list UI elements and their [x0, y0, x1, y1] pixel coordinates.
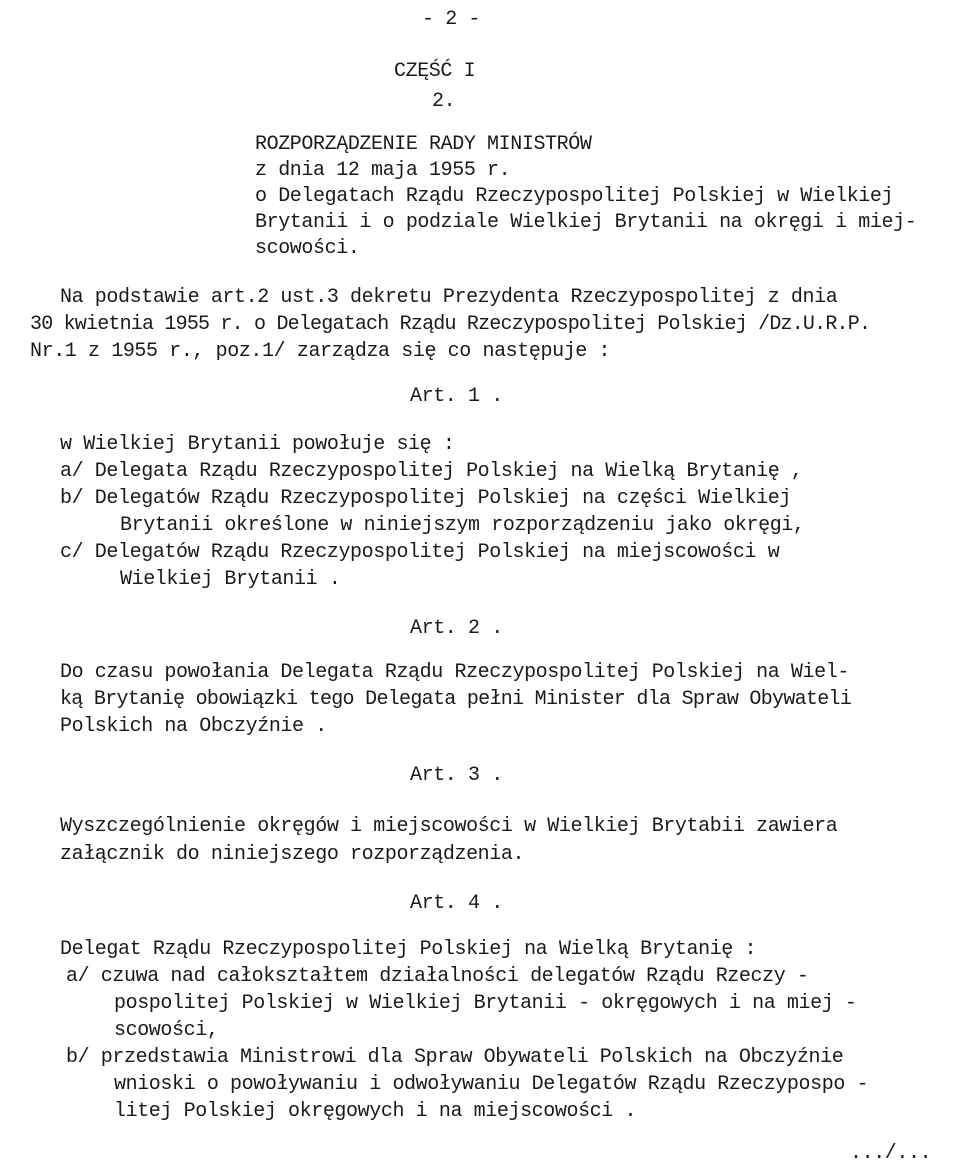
regulation-subject-line: scowości. [255, 237, 360, 260]
article-text-line: b/ przedstawia Ministrowi dla Spraw Obywateli Polskich na Obczyźnie [66, 1046, 844, 1069]
regulation-title: ROZPORZĄDZENIE RADY MINISTRÓW [255, 133, 592, 156]
article-text-line: w Wielkiej Brytanii powołuje się : [60, 433, 455, 456]
article-text-line: c/ Delegatów Rządu Rzeczypospolitej Polskiej na miejscowości w [60, 541, 780, 564]
regulation-subject-line: o Delegatach Rządu Rzeczypospolitej Polskiej w Wielkiej [255, 185, 894, 208]
article-text-line: wnioski o powoływaniu i odwoływaniu Delegatów Rządu Rzeczypospo - [114, 1073, 869, 1096]
article-text-line: litej Polskiej okręgowych i na miejscowości . [114, 1100, 637, 1123]
preamble-line: Na podstawie art.2 ust.3 dekretu Prezydenta Rzeczypospolitej z dnia [60, 286, 838, 309]
article-text-line: Wyszczególnienie okręgów i miejscowości w Wielkiej Brytabii zawiera [60, 815, 838, 838]
article-text-line: scowości, [114, 1019, 219, 1042]
article-text-line: b/ Delegatów Rządu Rzeczypospolitej Polskiej na części Wielkiej [60, 487, 791, 510]
regulation-date: z dnia 12 maja 1955 r. [255, 159, 511, 182]
preamble-line: Nr.1 z 1955 r., poz.1/ zarządza się co następuje : [30, 340, 611, 363]
article-text-line: załącznik do niniejszego rozporządzenia. [60, 843, 525, 866]
article-text-line: a/ Delegata Rządu Rzeczypospolitej Polskiej na Wielką Brytanię , [60, 460, 803, 483]
page-number: - 2 - [422, 8, 481, 31]
regulation-subject-line: Brytanii i o podziale Wielkiej Brytanii na okręgi i miej- [255, 211, 917, 234]
article-text-line: ką Brytanię obowiązki tego Delegata pełni Minister dla Spraw Obywateli [60, 688, 852, 711]
article-text-line: pospolitej Polskiej w Wielkiej Brytanii - okręgowych i na miej - [114, 992, 857, 1015]
article-heading: Art. 2 . [410, 617, 503, 640]
article-heading: Art. 3 . [410, 764, 503, 787]
article-heading: Art. 1 . [410, 385, 503, 408]
article-text-line: Polskich na Obczyźnie . [60, 715, 327, 738]
article-text-line: Do czasu powołania Delegata Rządu Rzeczypospolitej Polskiej na Wiel- [60, 661, 849, 684]
continuation-mark: .../... [850, 1142, 932, 1165]
part-title: CZĘŚĆ I [394, 60, 476, 83]
article-text-line: Delegat Rządu Rzeczypospolitej Polskiej na Wielką Brytanię : [60, 938, 757, 961]
article-text-line: a/ czuwa nad całokształtem działalności delegatów Rządu Rzeczy - [66, 965, 809, 988]
preamble-line: 30 kwietnia 1955 r. o Delegatach Rządu Rzeczypospolitej Polskiej /Dz.U.R.P. [30, 313, 871, 336]
article-text-line: Wielkiej Brytanii . [120, 568, 341, 591]
article-heading: Art. 4 . [410, 892, 503, 915]
article-text-line: Brytanii określone w niniejszym rozporządzeniu jako okręgi, [120, 514, 805, 537]
part-number: 2. [432, 90, 456, 113]
